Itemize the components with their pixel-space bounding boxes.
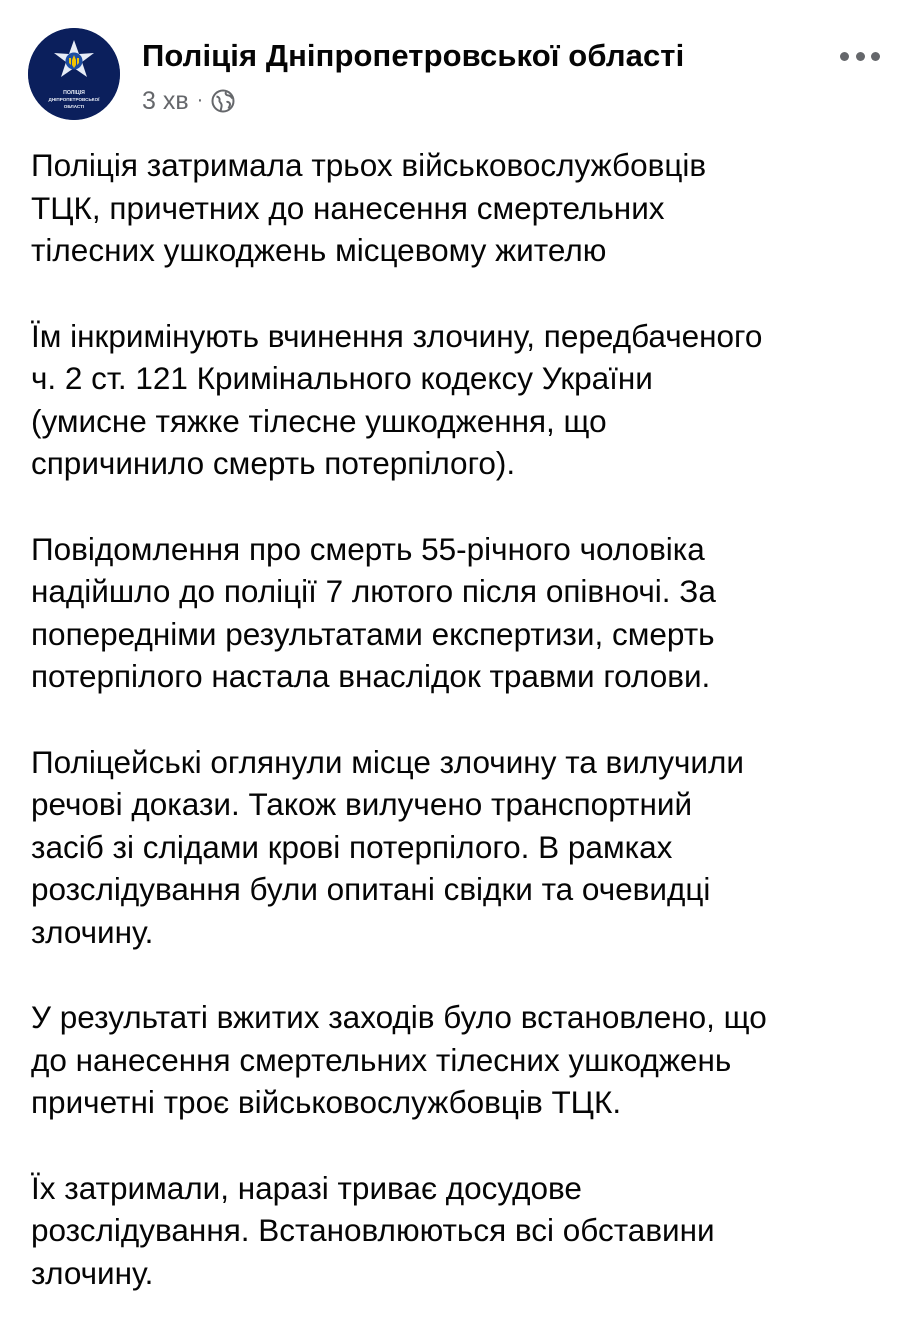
avatar[interactable] (28, 28, 120, 120)
avatar-text-line3: ОБЛАСТІ (63, 104, 85, 109)
meta-separator: · (196, 88, 204, 111)
avatar-text-line1: ПОЛІЦІЯ (63, 90, 85, 96)
post-time[interactable]: 3 хв (142, 86, 189, 115)
post-paragraph: У результаті вжитих заходів було встановлено, що до нанесення смертельних тілесних ушкоджень причетні троє військовослужбовців ТЦК. (31, 999, 767, 1120)
more-horizontal-icon[interactable] (840, 46, 880, 66)
post-meta (142, 84, 235, 118)
avatar-text-line2: ДНІПРОПЕТРОВСЬКОЇ (48, 97, 100, 102)
more-dot (856, 52, 865, 61)
post-paragraph: Повідомлення про смерть 55-річного чоловіка надійшло до поліції 7 лютого після опівночі. За попередніми результатами експертизи, смерть потерпілого настала внаслідок травми голови. (31, 530, 716, 694)
author-name[interactable]: Поліція Дніпропетровської області (142, 38, 685, 73)
post-paragraph: Їх затримали, наразі триває досудове розслідування. Встановлюються всі обставини злочину. (31, 1169, 715, 1291)
police-badge-icon (28, 28, 120, 120)
more-dot (840, 52, 849, 61)
globe-icon[interactable] (211, 89, 235, 113)
post-paragraph: Поліцейські оглянули місце злочину та вилучили речові докази. Також вилучено транспортний засіб зі слідами крові потерпілого. В рамках розслідування були опитані свідки та очевидці злочину. (31, 743, 744, 950)
post-paragraph: Поліція затримала трьох військовослужбовців ТЦК, причетних до нанесення смертельних тілесних ушкоджень місцевому жителю (31, 147, 707, 268)
post-body (31, 144, 881, 1337)
more-dot (871, 52, 880, 61)
post-header (28, 28, 884, 124)
post-paragraph: Їм інкримінують вчинення злочину, передбаченого ч. 2 ст. 121 Кримінального кодексу України (умисне тяжке тілесне ушкодження, що спричинило смерть потерпілого). (31, 317, 763, 481)
